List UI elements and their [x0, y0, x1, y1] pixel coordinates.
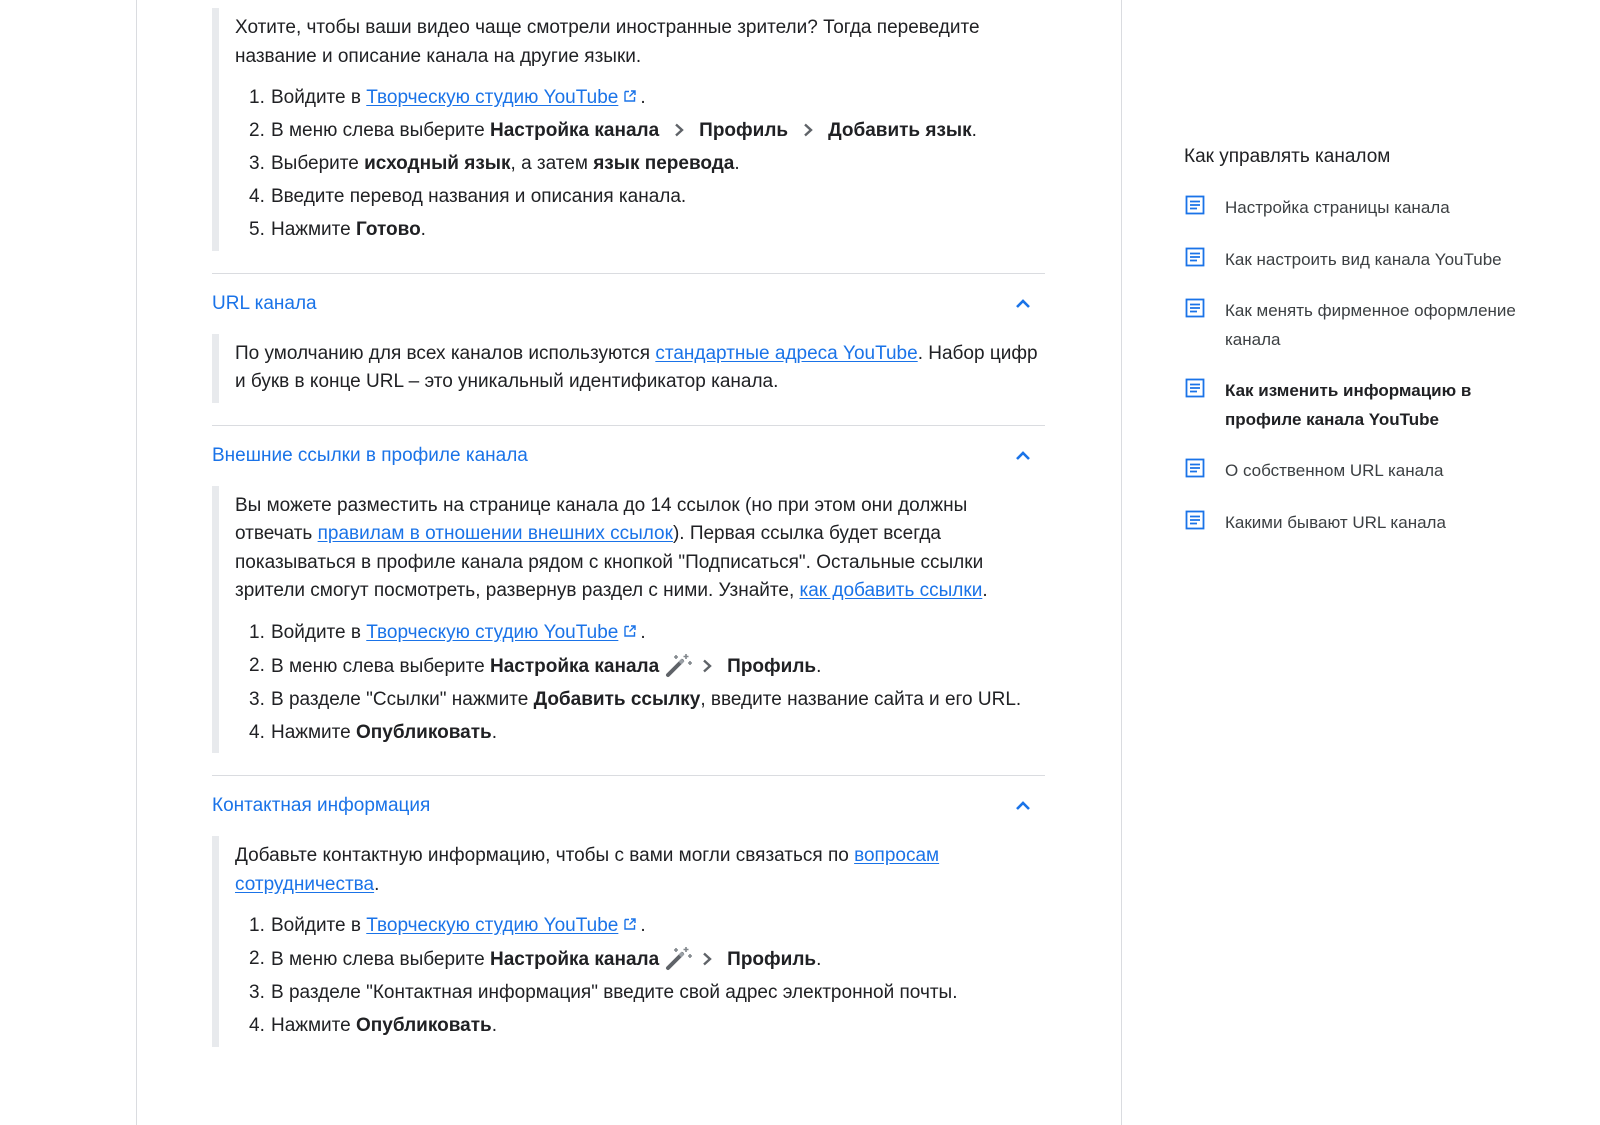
- links-section-header[interactable]: [212, 426, 1045, 486]
- studio-link[interactable]: Творческую студию YouTube: [366, 87, 619, 108]
- document-icon: [1184, 509, 1206, 531]
- external-link-icon: [624, 625, 636, 637]
- sidebar-item-branding[interactable]: [1184, 297, 1524, 354]
- list-item: 2. В меню слева выберите Настройка канала Профиль.: [249, 945, 1045, 975]
- how-to-add-links-link[interactable]: как добавить ссылки: [799, 580, 983, 601]
- studio-link[interactable]: Творческую студию YouTube: [366, 621, 619, 643]
- translate-steps: [235, 84, 1045, 245]
- list-item: 3. Выберите исходный язык, а затем язык перевода.: [249, 153, 740, 174]
- document-icon: [1184, 246, 1206, 268]
- chevron-up-icon[interactable]: [1015, 296, 1031, 312]
- list-item: 1. Войдите в Творческую студию YouTube .: [249, 915, 646, 936]
- related-articles-sidebar: [1184, 142, 1524, 560]
- sidebar-item-profile-info[interactable]: [1184, 377, 1524, 434]
- sidebar-item-label: Настройка страницы канала: [1225, 198, 1450, 217]
- external-link-icon: [624, 918, 636, 930]
- sidebar-item-custom-url[interactable]: [1184, 457, 1524, 486]
- magic-wand-icon: [665, 945, 693, 971]
- sidebar-item-label: О собственном URL канала: [1225, 461, 1444, 480]
- list-item: 2. В меню слева выберите Настройка канала Профиль Добавить язык.: [249, 120, 977, 141]
- contact-steps: [235, 912, 1045, 1041]
- list-item: 1. Войдите в Творческую студию YouTube .: [249, 621, 646, 643]
- document-icon: [1184, 377, 1206, 399]
- external-link-icon: [624, 90, 636, 102]
- studio-link[interactable]: Творческую студию YouTube: [366, 915, 619, 936]
- document-icon: [1184, 457, 1206, 479]
- list-item: 2. В меню слева выберите Настройка канала Профиль.: [249, 652, 1045, 682]
- sidebar-item-url-types[interactable]: [1184, 509, 1524, 538]
- list-item: 4. Нажмите Опубликовать.: [249, 1015, 497, 1036]
- list-item: 3. В разделе "Ссылки" нажмите Добавить ссылку, введите название сайта и его URL.: [249, 688, 1022, 710]
- external-links-policy-link[interactable]: правилам в отношении внешних ссылок: [317, 523, 673, 544]
- standard-urls-link[interactable]: стандартные адреса YouTube: [655, 342, 918, 364]
- chevron-right-icon: [802, 123, 814, 137]
- translate-intro-text: Хотите, чтобы ваши видео чаще смотрели иностранные зрители? Тогда переведите название и описание канала на другие языки.: [235, 17, 980, 67]
- sidebar-item-label: Как изменить информацию в профиле канала YouTube: [1225, 381, 1472, 429]
- list-item: 3. В разделе "Контактная информация" введите свой адрес электронной почты.: [249, 982, 958, 1003]
- chevron-right-icon: [673, 123, 685, 137]
- chevron-right-icon: [701, 659, 713, 673]
- document-icon: [1184, 297, 1206, 319]
- translate-section-body: [212, 8, 1045, 251]
- url-section-body: По умолчанию для всех каналов используются стандартные адреса YouTube. Набор цифр и букв в конце URL – это уникальный идентификатор канала.: [212, 334, 1045, 403]
- page-left-border: [136, 0, 137, 1125]
- links-steps: [235, 619, 1045, 748]
- list-item: 4. Нажмите Опубликовать.: [249, 721, 497, 743]
- sidebar-title: Как управлять каналом: [1184, 146, 1391, 167]
- links-section-title: Внешние ссылки в профиле канала: [212, 444, 528, 466]
- sidebar-item-channel-page-setup[interactable]: [1184, 194, 1524, 223]
- contact-section-header[interactable]: [212, 776, 1045, 836]
- contact-section-title: Контактная информация: [212, 795, 431, 816]
- list-item: 1. Войдите в Творческую студию YouTube .: [249, 87, 646, 108]
- collaboration-link[interactable]: вопросам сотрудничества: [235, 845, 940, 895]
- page-right-border: [1121, 0, 1122, 1125]
- sidebar-item-label: Как менять фирменное оформление канала: [1225, 301, 1516, 349]
- list-item: 4. Введите перевод названия и описания канала.: [249, 186, 687, 207]
- url-section-header[interactable]: [212, 274, 1045, 334]
- chevron-up-icon[interactable]: [1015, 798, 1031, 814]
- document-icon: [1184, 194, 1206, 216]
- links-section-body: Вы можете разместить на странице канала до 14 ссылок (но при этом они должны отвечать правилам в отношении внешних ссылок). Первая ссылка будет всегда показываться в профиле канала рядом с кнопкой "Подписаться". Остальные ссылки зрители смогут посмотреть, развернув раздел с ними. Узнайте, как добавить ссылки. 1. Войдите в Творческую студию YouTube . 2. В меню слева выберите Настройка канала Профиль. 3. В разделе "Ссылки" нажмите Добавить ссылку, введите название сайта и его URL. 4. Нажмите Опубликовать.: [212, 486, 1045, 754]
- chevron-right-icon: [701, 952, 713, 966]
- contact-section-body: Добавьте контактную информацию, чтобы с вами могли связаться по вопросам сотрудничества. 1. Войдите в Творческую студию YouTube . 2. В меню слева выберите Настройка канала Профиль. 3. В разделе "Контактная информация" введите свой адрес электронной почты. 4. Нажмите Опубликовать.: [212, 836, 1045, 1047]
- chevron-up-icon[interactable]: [1015, 448, 1031, 464]
- sidebar-item-channel-view[interactable]: [1184, 246, 1524, 275]
- sidebar-item-label: Как настроить вид канала YouTube: [1225, 249, 1502, 269]
- article-content: [212, 8, 1045, 1047]
- magic-wand-icon: [665, 652, 693, 678]
- sidebar-item-label: Какими бывают URL канала: [1225, 512, 1446, 532]
- url-section-title: URL канала: [212, 292, 317, 314]
- list-item: 5. Нажмите Готово.: [249, 219, 426, 240]
